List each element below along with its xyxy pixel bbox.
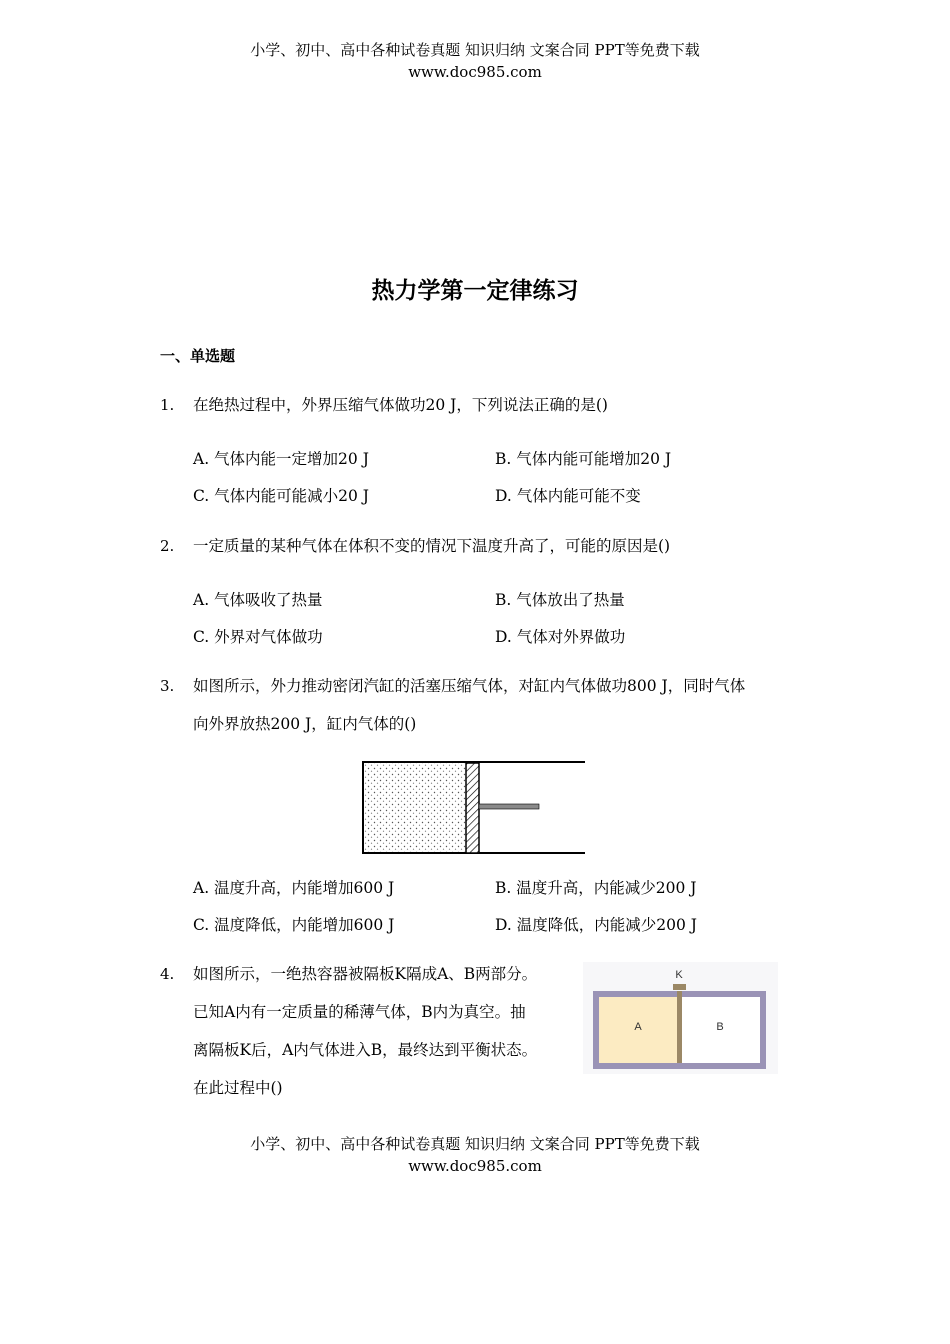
piston-cylinder-figure [355,755,595,860]
question-4-text-line-2: 已知A内有一定质量的稀薄气体，B内为真空。抽 [193,1003,526,1021]
question-4-number: 4. [160,965,175,983]
page-title: 热力学第一定律练习 [371,277,579,304]
question-1-option-d[interactable]: D. 气体内能可能不变 [495,487,641,505]
footer-url[interactable]: www.doc985.com [408,1157,542,1175]
question-1-option-b[interactable]: B. 气体内能可能增加20 J [495,450,672,468]
label-a: A [634,1021,642,1033]
question-3-option-a[interactable]: A. 温度升高，内能增加600 J [193,879,395,897]
partition-handle [673,984,686,990]
piston [466,763,479,853]
question-4-text-line-3: 离隔板K后，A内气体进入B，最终达到平衡状态。 [193,1041,538,1059]
question-3-option-b[interactable]: B. 温度升高，内能减少200 J [495,879,697,897]
question-1-option-a[interactable]: A. 气体内能一定增加20 J [193,450,369,468]
question-2-option-b[interactable]: B. 气体放出了热量 [495,591,625,609]
label-k: K [675,969,683,981]
question-1-option-c[interactable]: C. 气体内能可能减小20 J [193,487,370,505]
question-4-text-line-4: 在此过程中() [193,1079,283,1097]
header-url[interactable]: www.doc985.com [408,63,542,81]
partition-k [677,991,682,1063]
question-2-option-d[interactable]: D. 气体对外界做功 [495,628,626,646]
question-1-number: 1. [160,396,175,414]
question-3-number: 3. [160,677,175,695]
question-2-option-a[interactable]: A. 气体吸收了热量 [193,591,323,609]
footer-line-1: 小学、初中、高中各种试卷真题 知识归纳 文案合同 PPT等免费下载 [250,1135,700,1153]
label-b: B [716,1021,724,1033]
gas-region [363,763,466,853]
section-heading: 一、单选题 [160,347,236,365]
piston-rod [479,804,539,809]
question-3-text-line-1: 如图所示，外力推动密闭汽缸的活塞压缩气体，对缸内气体做功800 J，同时气体 [193,677,746,695]
question-2-text: 一定质量的某种气体在体积不变的情况下温度升高了，可能的原因是() [193,537,671,555]
question-3-text-line-2: 向外界放热200 J，缸内气体的() [193,715,417,733]
question-3-option-c[interactable]: C. 温度降低，内能增加600 J [193,916,395,934]
question-1-text: 在绝热过程中，外界压缩气体做功20 J，下列说法正确的是() [193,396,608,414]
question-2-option-c[interactable]: C. 外界对气体做功 [193,628,323,646]
question-3-option-d[interactable]: D. 温度降低，内能减少200 J [495,916,697,934]
question-2-number: 2. [160,537,175,555]
question-4-text-line-1: 如图所示，一绝热容器被隔板K隔成A、B两部分。 [193,965,538,983]
insulated-container-figure [583,962,778,1074]
header-line-1: 小学、初中、高中各种试卷真题 知识归纳 文案合同 PPT等免费下载 [250,41,700,59]
